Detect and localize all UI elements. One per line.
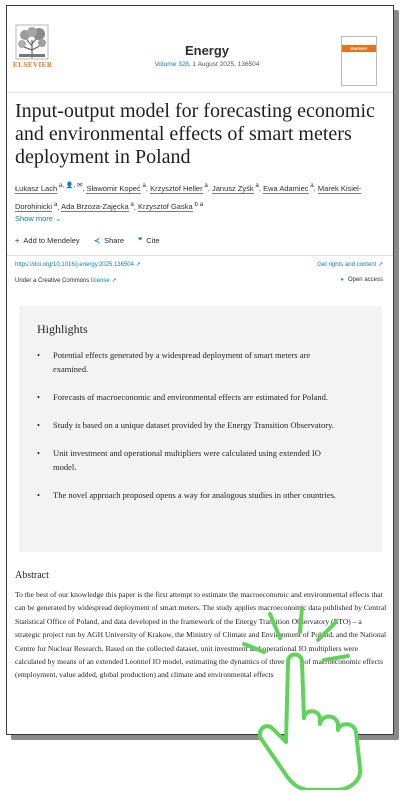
article-title: Input-output model for forecasting economic and environmental effects of smart meters deployment in Poland [15,100,375,168]
quote-icon: ❞ [138,236,143,245]
author-link[interactable]: Janusz Zyśk [211,183,254,193]
mendeley-label: Add to Mendeley [23,236,80,245]
author-affiliation: a [128,200,134,208]
highlight-item [37,446,337,474]
volume-link[interactable]: Volume 328 [154,61,189,68]
cite-label: Cite [146,236,160,245]
author-affiliation: a [202,182,208,189]
actions-divider [7,255,393,256]
author-link[interactable]: Ada Brzoza-Zajęcka [61,202,129,211]
get-rights-link[interactable]: Get rights and content ↗ [317,262,383,268]
highlight-item [37,390,337,404]
show-more-label: Show more [15,214,53,223]
author-affiliation: a [308,182,314,189]
highlight-text: Study is based on a unique dataset provided by the Energy Transition Observatory. [53,420,334,430]
bullet-icon: • [37,350,40,360]
author-link[interactable]: Krzysztof Gaska [138,202,193,211]
author-list: Łukasz Lach $^{a, 👤, ✉}$, Sławomir Kopeć $^a$, Krzysztof Heller $^a$, Janusz Zyśk $^a$, Ewa Adamiec $^a$, Marek Kisiel-Dorohinicki $^a$, Ada Brzoza-Zajęcka $^a$, Krzysztof Gaska $^{b a}$ [15,182,362,211]
author-affiliation: a [52,200,58,208]
highlight-item [37,488,337,502]
volume-info [95,61,319,68]
highlight-text: Potential effects generated by a widespread deployment of smart meters are examined. [53,350,311,374]
highlight-item [37,418,337,432]
open-access-badge [340,277,383,283]
article-header [7,6,393,86]
journal-title[interactable]: Energy [184,43,230,58]
author-link[interactable]: Sławomir Kopeć [86,183,141,193]
open-access-dot-icon: ● [340,277,344,283]
author-affiliation: a [140,182,146,189]
highlight-text: Unit investment and operational multipliers were calculated using extended IO model. [53,448,321,472]
author-link[interactable]: Krzysztof Heller [150,183,203,193]
add-to-mendeley-button[interactable] [15,236,80,245]
header-divider [7,92,393,93]
share-label: Share [104,236,125,245]
abstract-title: Abstract [15,570,49,581]
bullet-icon: • [37,448,40,458]
author-link[interactable]: Łukasz Lach [15,183,58,193]
license-info [15,277,116,284]
author-affiliation: a [253,182,259,189]
highlights-box [19,306,382,552]
chevron-down-icon: ⌄ [55,214,62,223]
journal-cover-thumbnail[interactable] [341,36,377,86]
highlight-item [37,348,337,376]
highlights-title: Highlights [37,322,88,336]
highlight-text: The novel approach proposed opens a way for analogous studies in other countries. [53,490,337,500]
volume-date: , 1 August 2025, 136504 [188,61,260,68]
license-prefix: Under a Creative Commons [15,278,92,284]
doi-link[interactable]: https://doi.org/10.1016/j.energy.2025.136504 ↗ [15,262,141,268]
abstract-text: To the best of our knowledge this paper is the first attempt to estimate the macroeconomic and environmental effects that can be generated by widespread deployment of smart meters. The study applies macroeconomic data published by Central Statistical Office of Poland, and data developed in the framework of the Energy Transition Observatory (ETO) – a strategic project run by AGH University of Krakow, the Ministry of Climate and Environment of Poland, and the National Centre for Nuclear Research. Based on the collected dataset, unit investment and operational IO multipliers were calculated by means of an extended Leontief IO model, estimating the dynamics of three types of macroeconomic effects (employment, value added, global production) and climate and environmental effects [15,590,387,680]
share-icon: ≺ [93,236,101,245]
license-link[interactable]: license ↗ [91,278,117,284]
plus-icon: + [15,236,20,245]
bullet-icon: • [37,420,40,430]
publisher-logo-text: ELSEVIER [13,61,53,69]
author-affiliation: a, 👤, ✉ [57,182,83,189]
highlight-text: Forecasts of macroeconomic and environmental effects are estimated for Poland. [53,392,329,402]
article-actions [15,236,172,245]
cover-band: ENERGY [342,45,376,52]
highlights-list [37,348,337,516]
show-more-button[interactable] [15,214,61,223]
author-link[interactable]: Marek Kisiel-Dorohinicki [15,183,362,211]
open-access-label: Open access [347,277,383,283]
author-link[interactable]: Ewa Adamiec [263,183,309,193]
author-affiliation: b a [192,200,204,208]
cite-button[interactable] [138,236,159,245]
bullet-icon: • [37,490,40,500]
bullet-icon: • [37,392,40,402]
tap-hand-icon [240,600,415,790]
share-button[interactable] [94,236,124,245]
